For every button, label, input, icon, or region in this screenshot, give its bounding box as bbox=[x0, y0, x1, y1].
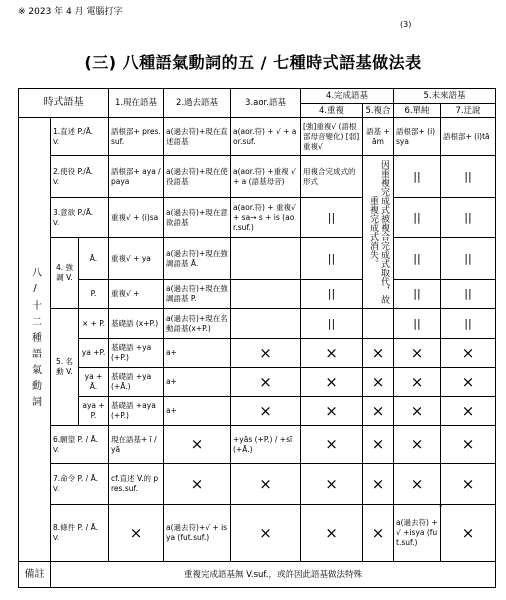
cell-aorist bbox=[231, 238, 301, 280]
cell-simple: || bbox=[394, 238, 441, 280]
cell-past: a+ bbox=[164, 368, 231, 397]
cell-present: 基礎語 +aya (+P.) bbox=[109, 397, 164, 426]
cell-aorist bbox=[231, 280, 301, 309]
page-title: (三) 八種語氣動詞的五 / 七種時式語基做法表 bbox=[84, 53, 422, 72]
asterisk-mark: * bbox=[439, 503, 443, 511]
cell-compound bbox=[363, 309, 394, 339]
cell-past: a+ bbox=[164, 397, 231, 426]
cell-perfect: || bbox=[301, 238, 363, 280]
cell-past: a(過去符)+現在強調語基 P. bbox=[164, 280, 231, 309]
cell-periphrastic: || bbox=[441, 309, 496, 339]
cell-perfect: || bbox=[301, 309, 363, 339]
cell-simple: || bbox=[394, 156, 441, 198]
cell-present: 重複√ + (i)sa bbox=[109, 198, 164, 238]
header-reduplicated: 4.重複 bbox=[301, 104, 363, 118]
header-simple: 6.單純 bbox=[394, 104, 441, 118]
cross-mark: × bbox=[231, 368, 301, 397]
cell-simple: || bbox=[394, 309, 441, 339]
row-sublabel: ya +P. bbox=[79, 339, 109, 368]
row-sublabel: aya +P. bbox=[79, 397, 109, 426]
header-present: 1.現在語基 bbox=[109, 89, 164, 118]
cell-periphrastic: || bbox=[441, 280, 496, 309]
cross-mark: × bbox=[164, 426, 231, 464]
cell-past: a+ bbox=[164, 339, 231, 368]
header-aorist: 3.aor.語基 bbox=[231, 89, 301, 118]
cross-mark: × bbox=[441, 339, 496, 368]
header-future: 5.未來語基 bbox=[394, 89, 496, 104]
cell-periphrastic: || bbox=[441, 238, 496, 280]
row-label: 3.意欲 P./Ā. V. bbox=[51, 198, 109, 238]
cell-compound: 語基 +ām bbox=[363, 118, 394, 156]
cell-periphrastic: || bbox=[441, 156, 496, 198]
cell-present: 基礎語 +ya (+Ā.) bbox=[109, 368, 164, 397]
cross-mark: × bbox=[164, 464, 231, 505]
cell-perfect: || bbox=[301, 280, 363, 309]
header-perfect: 4.完成語基 bbox=[301, 89, 394, 104]
cell-present: 重複√ + bbox=[109, 280, 164, 309]
cell-present: 重複√ + ya bbox=[109, 238, 164, 280]
cell-aorist: a(aor.符) + √ + aor.suf. bbox=[231, 118, 301, 156]
cell-past: a(過去符)+現在使役語基 bbox=[164, 156, 231, 198]
cross-mark: × bbox=[363, 339, 394, 368]
header-past: 2.過去語基 bbox=[164, 89, 231, 118]
row-sublabel: ya +Ā. bbox=[79, 368, 109, 397]
cross-mark: × bbox=[363, 426, 394, 464]
cross-mark: × bbox=[301, 368, 363, 397]
cross-mark: × bbox=[231, 339, 301, 368]
cross-mark: × bbox=[231, 397, 301, 426]
cell-present: 語根部+ pres.suf. bbox=[109, 118, 164, 156]
cross-mark: × bbox=[301, 397, 363, 426]
cell-past: a(過去符)+√ + isya (fut.suf.) bbox=[164, 505, 231, 562]
cell-present: 基礎語 +ya (+P.) bbox=[109, 339, 164, 368]
row-sublabel: × + P. bbox=[79, 309, 109, 339]
cell-periphrastic: || bbox=[441, 198, 496, 238]
cell-periphrastic: 語根部+ (i)tā bbox=[441, 118, 496, 156]
remark-text: 重複完成語基無 V.suf.，或許因此語基做法特殊 bbox=[51, 562, 496, 588]
cell-aorist: +yās (+P.) / +sī (+Ā.) bbox=[231, 426, 301, 464]
cell-past: a(過去符)+現在強調語基 Ā. bbox=[164, 238, 231, 280]
cell-present: 基礎語 (x+P.) bbox=[109, 309, 164, 339]
cell-perfect: 用複合完成式的形式 bbox=[301, 156, 363, 198]
cross-mark: × bbox=[231, 464, 301, 505]
cell-aorist: a(aor.符) + 重複√ + sa→ s + is (aor.suf.) bbox=[231, 198, 301, 238]
header-compound: 5.複合 bbox=[363, 104, 394, 118]
row-label: 1.直述 P./Ā. V. bbox=[51, 118, 109, 156]
cross-mark: × bbox=[394, 397, 441, 426]
print-note: ※ 2023 年 4 月 電腦打字 bbox=[18, 7, 123, 17]
cell-present: cf.直述 V.的 pres.suf. bbox=[109, 464, 164, 505]
cell-present: 語根部+ aya / paya bbox=[109, 156, 164, 198]
cross-mark: × bbox=[363, 397, 394, 426]
cross-mark: × bbox=[394, 339, 441, 368]
cell-simple: 語根部+ (i)sya bbox=[394, 118, 441, 156]
cell-present: 現在語基+ ī /yā bbox=[109, 426, 164, 464]
row-group-label: 5. 名 動 V. bbox=[51, 309, 79, 426]
cell-perfect: || bbox=[301, 198, 363, 238]
cross-mark: × bbox=[441, 464, 496, 505]
cell-past: a(過去符)+現在意欲語基 bbox=[164, 198, 231, 238]
cross-mark: × bbox=[301, 464, 363, 505]
cross-mark: × bbox=[301, 505, 363, 562]
cross-mark: × bbox=[363, 368, 394, 397]
cell-perfect: [強]重複√ (語根部母音變化) [弱]重複√ bbox=[301, 118, 363, 156]
row-sublabel: Ā. bbox=[79, 238, 109, 280]
cross-mark: × bbox=[231, 505, 301, 562]
cross-mark: × bbox=[363, 505, 394, 562]
cross-mark: × bbox=[441, 368, 496, 397]
cell-simple: || bbox=[394, 198, 441, 238]
cell-past: a(過去符)+現在名動語基(x+P.) bbox=[164, 309, 231, 339]
cross-mark: × bbox=[441, 397, 496, 426]
cross-mark: × bbox=[441, 505, 496, 562]
cross-mark: × bbox=[301, 426, 363, 464]
cross-mark: × bbox=[441, 426, 496, 464]
cell-simple: || bbox=[394, 280, 441, 309]
cross-mark: × bbox=[109, 505, 164, 562]
tense-base-table bbox=[18, 88, 496, 588]
row-label: 7.命令 P. / Ā. V. bbox=[51, 464, 109, 505]
cross-mark: × bbox=[363, 464, 394, 505]
row-label: 8.條件 P. / Ā. V. bbox=[51, 505, 109, 562]
cross-mark: × bbox=[301, 339, 363, 368]
page-number: (3) bbox=[400, 20, 412, 29]
cell-simple: a(過去符) +√ +isya (fut.suf.) bbox=[394, 505, 441, 562]
cross-mark: × bbox=[394, 368, 441, 397]
cross-mark: × bbox=[394, 464, 441, 505]
header-tense-base: 時式語基 bbox=[19, 89, 109, 118]
compound-note: 因重複完成式被複合完成式取代，故重複完成式消失。 bbox=[368, 160, 389, 304]
cell-past: a(過去符)+現在直述語基 bbox=[164, 118, 231, 156]
cell-aorist bbox=[231, 309, 301, 339]
side-label: 八/十二種語氣動詞 bbox=[19, 118, 51, 562]
row-group-label: 4. 強調 V. bbox=[51, 238, 79, 309]
compound-note-cell bbox=[363, 156, 394, 309]
row-sublabel: P. bbox=[79, 280, 109, 309]
remark-label: 備註 bbox=[19, 562, 51, 588]
header-periphrastic: 7.迂說 bbox=[441, 104, 496, 118]
cross-mark: × bbox=[394, 426, 441, 464]
row-label: 2.使役 P./Ā. V. bbox=[51, 156, 109, 198]
row-label: 6.願望 P. / Ā. V. bbox=[51, 426, 109, 464]
cell-aorist: a(aor.符) +重複 √ + a (語基母音) bbox=[231, 156, 301, 198]
